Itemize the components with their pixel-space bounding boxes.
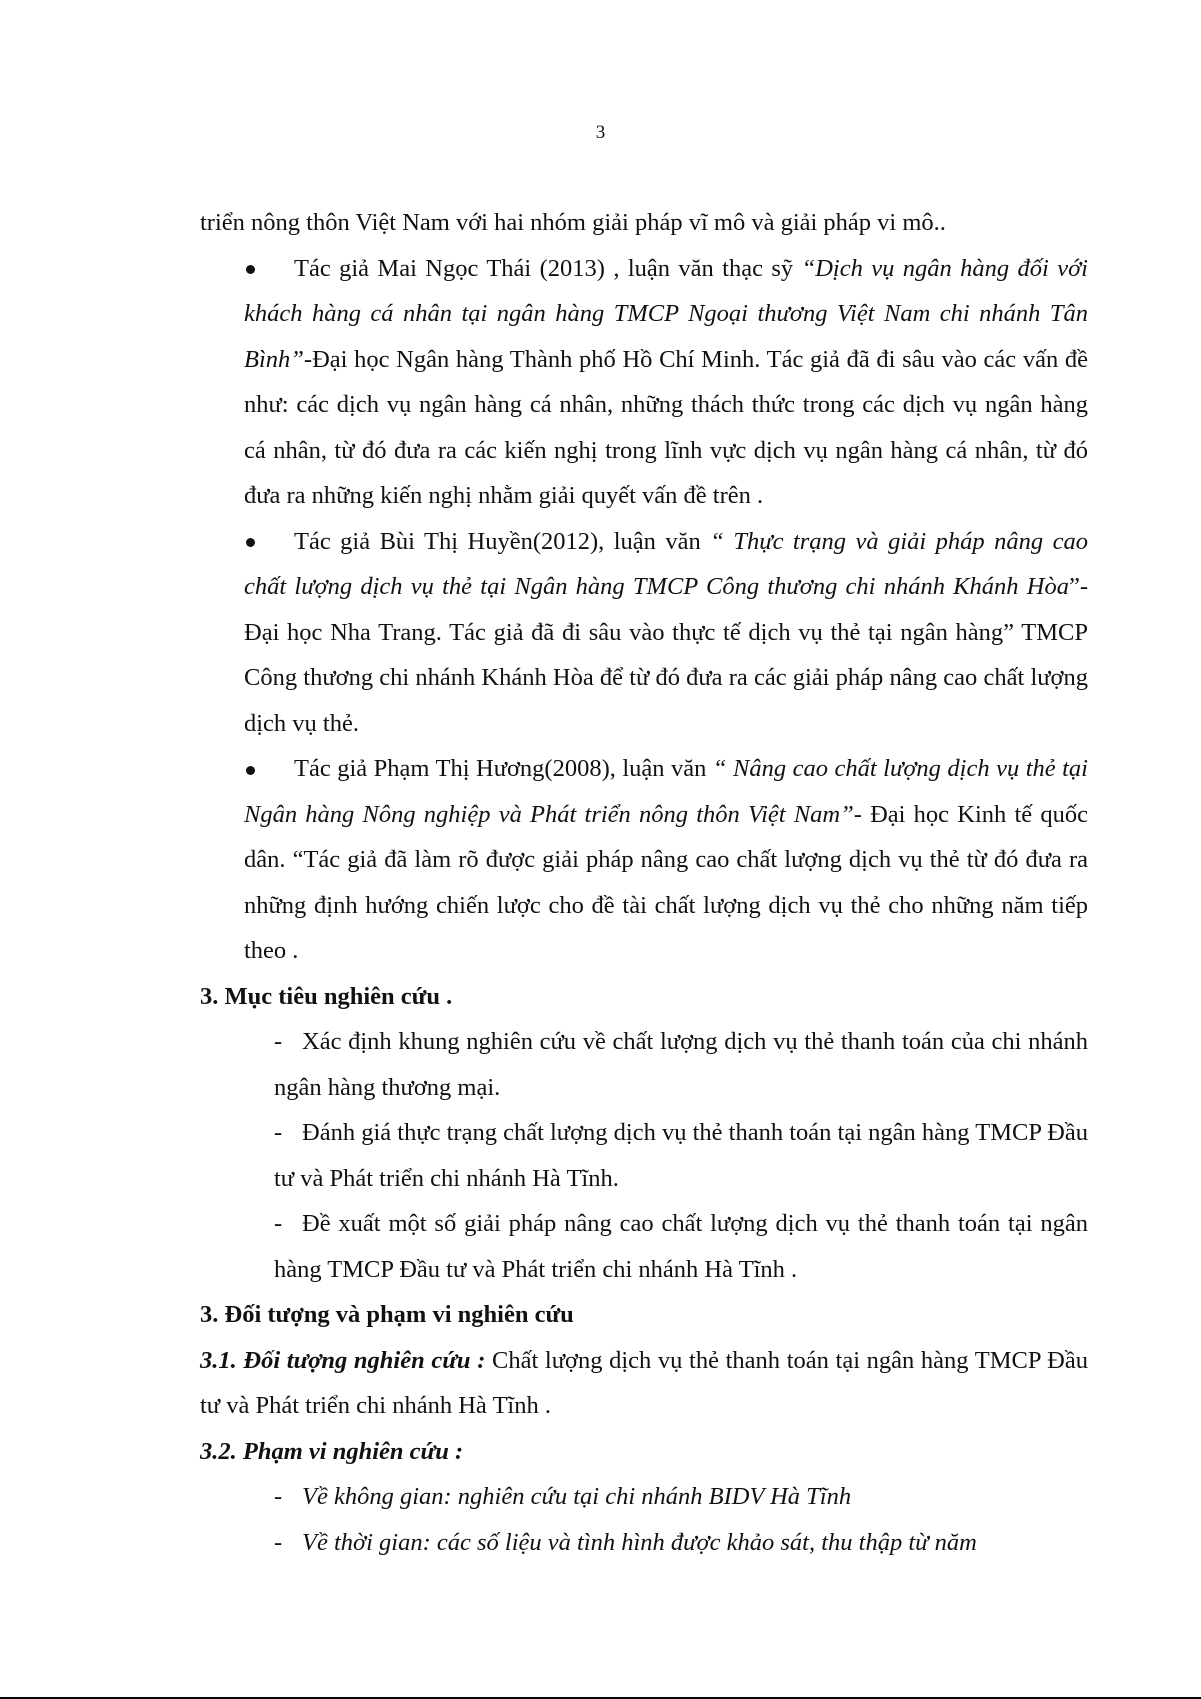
subsection-3-2 <box>200 1429 1088 1475</box>
dash-marker: - <box>274 1210 283 1237</box>
thesis-title: “Dịch vụ ngân hàng đối với khách hàng cá nhân tại ngân hàng TMCP Ngoại thương Việt Nam chi nhánh Tân Bình” <box>244 254 1088 373</box>
bullet-icon <box>244 246 294 292</box>
heading-scope: 3. Đối tượng và phạm vi nghiên cứu <box>200 1301 574 1328</box>
scope-item-time: - Về thời gian: các số liệu và tình hình được khảo sát, thu thập từ năm <box>200 1520 1088 1566</box>
subsection-3-1: 3.1. Đối tượng nghiên cứu : Chất lượng dịch vụ thẻ thanh toán tại ngân hàng TMCP Đầu tư và Phát triển chi nhánh Hà Tĩnh . <box>200 1346 1088 1419</box>
bullet-icon <box>244 746 294 792</box>
thesis-title: “ Thực trạng và giải pháp nâng cao chất lượng dịch vụ thẻ tại Ngân hàng TMCP Công thương chi nhánh Khánh Hòa <box>244 527 1088 600</box>
bullet-item-bui-thi-huyen: Tác giả Bùi Thị Huyền(2012), luận văn “ Thực trạng và giải pháp nâng cao chất lượng dịch vụ thẻ tại Ngân hàng TMCP Công thương chi nhánh Khánh Hòa”- Đại học Nha Trang. Tác giả đã đi sâu vào thực tế dịch vụ thẻ tại ngân hàng” TMCP Công thương chi nhánh Khánh Hòa để từ đó đưa ra các giải pháp nâng cao chất lượng dịch vụ thẻ. <box>200 519 1088 747</box>
objective-item-1: - Xác định khung nghiên cứu về chất lượng dịch vụ thẻ thanh toán của chi nhánh ngân hàng thương mại. <box>200 1019 1088 1110</box>
bullet-item-mai-ngoc-thai: Tác giả Mai Ngọc Thái (2013) , luận văn thạc sỹ “Dịch vụ ngân hàng đối với khách hàng cá nhân tại ngân hàng TMCP Ngoại thương Việt Nam chi nhánh Tân Bình”-Đại học Ngân hàng Thành phố Hồ Chí Minh. Tác giả đã đi sâu vào các vấn đề như: các dịch vụ ngân hàng cá nhân, những thách thức trong các dịch vụ ngân hàng cá nhân, từ đó đưa ra các kiến nghị trong lĩnh vực dịch vụ ngân hàng cá nhân, từ đó đưa ra những kiến nghị nhằm giải quyết vấn đề trên . <box>200 246 1088 519</box>
thesis-title: “ Nâng cao chất lượng dịch vụ thẻ tại Ngân hàng Nông nghiệp và Phát triển nông thôn Việt Nam” <box>244 755 1088 828</box>
dash-marker: - <box>274 1528 283 1556</box>
document-body <box>200 200 1088 1565</box>
bullet-item-pham-thi-huong: Tác giả Phạm Thị Hương(2008), luận văn “ Nâng cao chất lượng dịch vụ thẻ tại Ngân hàng Nông nghiệp và Phát triển nông thôn Việt Nam”- Đại học Kinh tế quốc dân. “Tác giả đã làm rõ được giải pháp nâng cao chất lượng dịch vụ thẻ từ đó đưa ra những định hướng chiến lược cho đề tài chất lượng dịch vụ thẻ cho những năm tiếp theo . <box>200 746 1088 974</box>
subsection-label: 3.1. Đối tượng nghiên cứu : <box>200 1346 486 1374</box>
page-number: 3 <box>595 122 606 143</box>
dash-marker: - <box>274 1028 283 1055</box>
objective-item-3: - Đề xuất một số giải pháp nâng cao chất lượng dịch vụ thẻ thanh toán tại ngân hàng TMCP Đầu tư và Phát triển chi nhánh Hà Tĩnh . <box>200 1201 1088 1292</box>
bullet-icon <box>244 519 294 565</box>
subsection-label: 3.2. Phạm vi nghiên cứu : <box>200 1437 464 1465</box>
dash-marker: - <box>274 1483 283 1510</box>
paragraph-continuation: triển nông thôn Việt Nam với hai nhóm giải pháp vĩ mô và giải pháp vi mô.. <box>200 209 946 236</box>
dash-marker: - <box>274 1119 283 1146</box>
heading-objectives: 3. Mục tiêu nghiên cứu . <box>200 982 453 1010</box>
scope-item-space: - Về không gian: nghiên cứu tại chi nhánh BIDV Hà Tĩnh <box>200 1474 1088 1520</box>
objective-item-2: - Đánh giá thực trạng chất lượng dịch vụ thẻ thanh toán tại ngân hàng TMCP Đầu tư và Phát triển chi nhánh Hà Tĩnh. <box>200 1110 1088 1201</box>
